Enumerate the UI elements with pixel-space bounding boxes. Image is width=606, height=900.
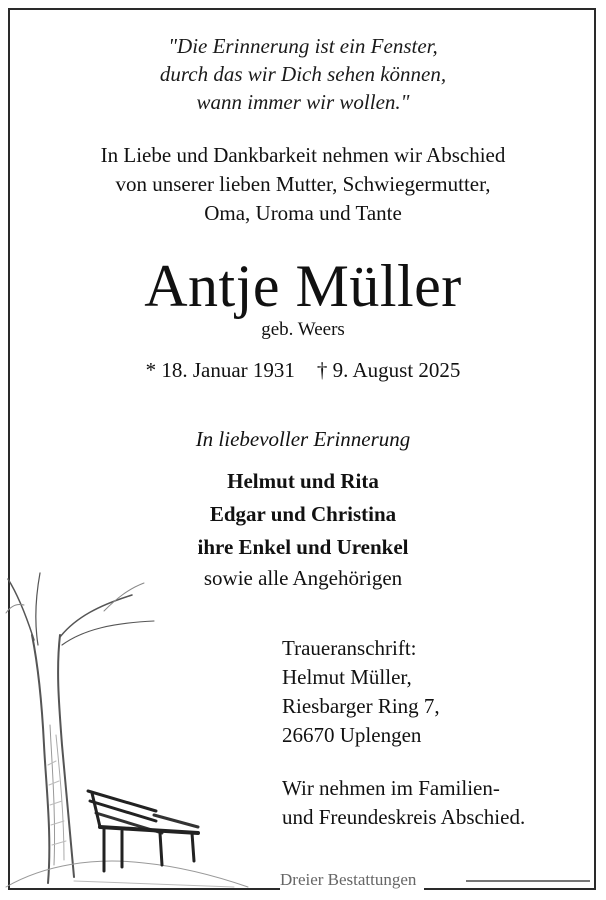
quote-line: wann immer wir wollen." <box>196 90 410 114</box>
intro-line: In Liebe und Dankbarkeit nehmen wir Abschied <box>100 143 506 167</box>
birth-date: * 18. Januar 1931 <box>145 358 295 382</box>
deceased-name: Antje Müller <box>144 253 462 319</box>
life-dates <box>0 356 606 384</box>
address-city: 26670 Uplengen <box>282 723 422 747</box>
farewell-notice <box>282 774 525 832</box>
intro-line: Oma, Uroma und Tante <box>204 201 402 225</box>
address-street: Riesbarger Ring 7, <box>282 694 440 718</box>
address-label: Traueranschrift: <box>282 636 417 660</box>
address-name: Helmut Müller, <box>282 665 412 689</box>
quote-line: durch das wir Dich sehen können, <box>159 62 447 86</box>
farewell-intro <box>0 141 606 228</box>
maiden-name: geb. Weers <box>261 319 345 340</box>
mourning-address <box>282 634 440 750</box>
mourner-name: ihre Enkel und Urenkel <box>197 535 409 559</box>
quote-line: "Die Erinnerung ist ein Fenster, <box>168 34 438 58</box>
funeral-home-credit: Dreier Bestattungen <box>280 870 424 890</box>
memory-heading: In liebevoller Erinnerung <box>195 427 411 451</box>
farewell-line: und Freundeskreis Abschied. <box>282 805 526 829</box>
farewell-line: Wir nehmen im Familien- <box>282 776 500 800</box>
mourner-name: Edgar und Christina <box>209 502 397 526</box>
intro-line: von unserer lieben Mutter, Schwiegermutter, <box>115 172 491 196</box>
mourner-name: Helmut und Rita <box>227 469 379 493</box>
memorial-quote <box>0 32 606 116</box>
death-date: † 9. August 2025 <box>316 358 461 382</box>
tree-bench-illustration <box>4 565 254 895</box>
other-relatives: sowie alle Angehörigen <box>203 566 403 590</box>
mourners-list <box>0 465 606 564</box>
footer-rule <box>466 880 590 882</box>
